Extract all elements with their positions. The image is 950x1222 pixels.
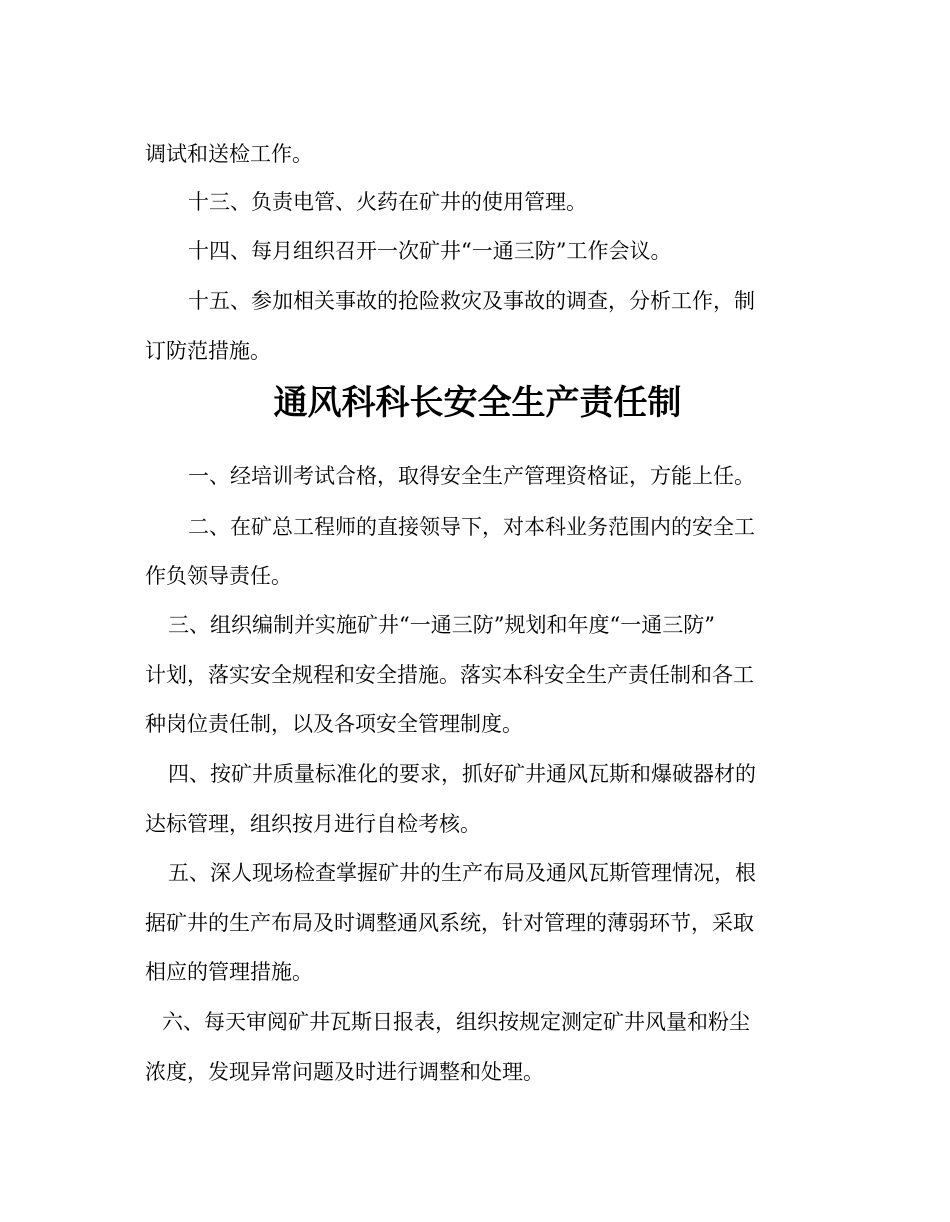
body-line: 三、组织编制并实施矿井“一通三防”规划和年度“一通三防” <box>168 613 715 637</box>
body-line: 订防范措施。 <box>145 339 271 363</box>
body-line: 一、经培训考试合格，取得安全生产管理资格证，方能上任。 <box>188 464 755 488</box>
body-line: 六、每天审阅矿井瓦斯日报表，组织按规定测定矿井风量和粉尘 <box>162 1010 750 1034</box>
body-line: 达标管理，组织按月进行自检考核。 <box>145 812 481 836</box>
body-line: 调试和送检工作。 <box>145 142 313 166</box>
document-title: 通风科科长安全生产责任制 <box>273 383 682 423</box>
body-line: 计划，落实安全规程和安全措施。落实本科安全生产责任制和各工 <box>145 663 754 687</box>
body-line: 四、按矿井质量标准化的要求，抓好矿井通风瓦斯和爆破器材的 <box>168 762 756 786</box>
body-line: 相应的管理措施。 <box>145 960 313 984</box>
body-line: 作负领导责任。 <box>145 564 292 588</box>
body-line: 据矿井的生产布局及时调整通风系统，针对管理的薄弱环节，采取 <box>145 911 754 935</box>
body-line: 二、在矿总工程师的直接领导下，对本科业务范围内的安全工 <box>188 515 755 539</box>
body-line: 十三、负责电管、火药在矿井的使用管理。 <box>188 190 587 214</box>
body-line: 种岗位责任制，以及各项安全管理制度。 <box>145 712 523 736</box>
body-line: 十四、每月组织召开一次矿井“一通三防”工作会议。 <box>188 239 672 263</box>
body-line: 五、深人现场检查掌握矿井的生产布局及通风瓦斯管理情况，根 <box>168 861 756 885</box>
body-line: 十五、参加相关事故的抢险救灾及事故的调查，分析工作，制 <box>188 289 755 313</box>
body-line: 浓度，发现异常问题及时进行调整和处理。 <box>145 1060 544 1084</box>
